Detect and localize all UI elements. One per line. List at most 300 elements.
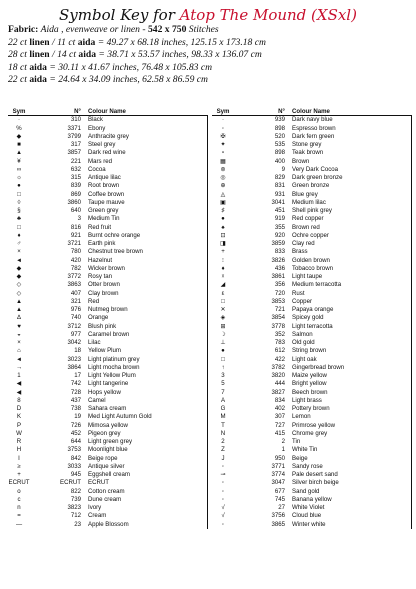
size-dims: = 30.11 x 41.67 inches, 76.48 x 105.83 cm (49, 61, 213, 73)
floss-number-cell: 321 (70, 297, 81, 305)
colour-name-cell: Copper (292, 297, 312, 305)
colour-name-cell: Spicey gold (292, 314, 324, 322)
symbol-cell: ◆ (16, 264, 22, 272)
symbol-cell: = (17, 512, 21, 520)
symbol-cell: ◦ (221, 495, 225, 503)
size-count: 28 ct (8, 49, 27, 61)
table-row (8, 273, 208, 281)
symbol-cell: ⌂ (17, 347, 21, 355)
table-row (8, 356, 208, 364)
floss-number-cell: 721 (274, 306, 285, 313)
table-row (8, 347, 208, 355)
floss-number-cell: 3756 (271, 512, 285, 520)
floss-number-cell: 742 (70, 380, 81, 388)
symbol-cell: ⊞ (220, 322, 226, 330)
symbol-cell: A (220, 396, 226, 404)
table-row (8, 125, 208, 133)
colour-name-cell: Red copper (292, 215, 324, 223)
floss-number-cell: 415 (274, 429, 285, 437)
floss-number-cell: 27 (278, 504, 285, 511)
floss-number-cell: 780 (70, 248, 81, 256)
symbol-cell: √ (221, 504, 225, 511)
symbol-cell: ♦ (17, 231, 21, 239)
colour-name-cell: Green grey (88, 207, 119, 214)
symbol-cell: % (16, 124, 22, 132)
colour-name-cell: Green bronze (292, 182, 330, 190)
table-row (212, 257, 412, 265)
symbol-cell: ◄ (15, 355, 23, 363)
header-number: N° (74, 108, 81, 115)
floss-number-cell: 976 (70, 306, 81, 313)
symbol-cell: H (16, 446, 22, 454)
colour-name-cell: Sahara cream (88, 405, 127, 412)
colour-name-cell: Clay red (292, 240, 315, 247)
floss-number-cell: 739 (70, 495, 81, 503)
symbol-cell: ♠ (221, 223, 225, 231)
floss-number-cell: 977 (70, 330, 81, 338)
colour-name-cell: Antique lilac (88, 174, 121, 181)
symbol-cell: ● (17, 182, 21, 190)
symbol-cell: — (15, 520, 23, 528)
colour-name-cell: Primrose yellow (292, 421, 336, 429)
colour-name-cell: Wicker brown (88, 264, 125, 272)
colour-name-cell: Otter brown (88, 281, 120, 289)
floss-number-cell: 783 (274, 339, 285, 346)
symbol-cell: ∞ (16, 165, 22, 173)
symbol-cell: ◀ (16, 380, 22, 388)
floss-number-cell: 3774 (271, 471, 285, 478)
colour-name-cell: Chestnut tree brown (88, 248, 143, 256)
size-dims: = 38.71 x 53.57 inches, 98.33 x 136.07 cm (98, 49, 262, 61)
floss-number-cell: 1 (281, 446, 285, 454)
table-row (212, 496, 412, 504)
table-row (8, 133, 208, 141)
fabric-types: Aida , evenweave or linen - (40, 24, 146, 35)
table-row (212, 125, 412, 133)
header-number: N° (278, 108, 285, 115)
floss-number-cell: 3861 (271, 273, 285, 280)
colour-name-cell: Winter white (292, 520, 326, 528)
header-sym: Sym (12, 108, 26, 115)
colour-name-cell: Mars red (88, 157, 113, 165)
rows-left (8, 116, 208, 529)
colour-name-cell: Ebony (88, 124, 106, 132)
colour-name-cell: Apple Blossom (88, 520, 129, 528)
table-row (212, 479, 412, 487)
table-row (212, 298, 412, 306)
symbol-cell: T (221, 421, 225, 429)
colour-name-cell: Antique silver (88, 462, 125, 470)
floss-number-cell: 3799 (67, 132, 81, 140)
colour-name-cell: Cream (88, 512, 107, 520)
table-row (212, 116, 412, 124)
symbol-cell: □ (17, 223, 21, 231)
colour-name-cell: White Violet (292, 504, 325, 511)
floss-number-cell: 3865 (271, 520, 285, 528)
floss-number-cell: 834 (274, 396, 285, 404)
table-row (8, 306, 208, 314)
floss-number-cell: 3033 (67, 462, 81, 470)
table-row (212, 331, 412, 339)
colour-name-cell: ECRUT (88, 479, 109, 487)
floss-number-cell: 3854 (271, 314, 285, 322)
symbol-cell: + (17, 471, 21, 478)
symbol-cell: ◦ (221, 462, 225, 470)
table-row (8, 397, 208, 405)
size-line (8, 62, 410, 75)
table-row (8, 521, 208, 529)
table-row (8, 207, 208, 215)
colour-name-cell: Dark navy blue (292, 116, 333, 124)
floss-number-cell: 921 (70, 231, 81, 239)
table-row (8, 323, 208, 331)
table-row (8, 248, 208, 256)
table-row (8, 372, 208, 380)
symbol-cell: M (220, 413, 226, 421)
table-row (212, 372, 412, 380)
colour-name-cell: Sand gold (292, 487, 320, 495)
floss-number-cell: 720 (274, 289, 285, 297)
table-row (8, 364, 208, 372)
table-row (8, 504, 208, 512)
floss-number-cell: 520 (274, 132, 285, 140)
colour-name-cell: Blue grey (292, 190, 318, 198)
floss-number-cell: 3859 (271, 240, 285, 247)
symbol-cell: ▲ (15, 306, 23, 313)
symbol-cell: ⊸ (220, 471, 226, 478)
symbol-cell: ◆ (16, 273, 22, 280)
colour-name-cell: Medium terracotta (292, 281, 342, 289)
colour-name-cell: Black (88, 116, 103, 124)
colour-name-cell: Coffee brown (88, 190, 125, 198)
symbol-cell: ◄ (15, 256, 23, 264)
symbol-cell: √ (221, 512, 225, 520)
table-row (8, 265, 208, 273)
table-row (8, 331, 208, 339)
table-row (8, 389, 208, 397)
size-dims: = 24.64 x 34.09 inches, 62.58 x 86.59 cm (49, 74, 208, 86)
floss-number-cell: 422 (274, 355, 285, 363)
symbol-cell: ≥ (17, 462, 21, 470)
colour-name-cell: White Tin (292, 446, 318, 454)
symbol-cell: c (17, 495, 21, 503)
table-row (212, 199, 412, 207)
size-fabric2: aida (78, 49, 96, 61)
floss-number-cell: 444 (274, 380, 285, 388)
floss-number-cell: 726 (70, 421, 81, 429)
table-row (212, 455, 412, 463)
floss-number-cell: 356 (274, 281, 285, 289)
size-count: 22 ct (8, 36, 27, 48)
header-sym: Sym (216, 108, 230, 115)
table-row (212, 430, 412, 438)
floss-number-cell: 436 (274, 264, 285, 272)
colour-name-cell: Mimosa yellow (88, 421, 128, 429)
colour-name-cell: Stone grey (292, 141, 322, 148)
floss-number-cell: 939 (274, 116, 285, 124)
symbol-cell: ↑ (221, 363, 225, 371)
colour-name-cell: Light taupe (292, 273, 323, 280)
colour-name-cell: Caramel brown (88, 330, 130, 338)
floss-number-cell: 816 (70, 223, 81, 231)
floss-number-cell: 632 (70, 165, 81, 173)
table-row (212, 488, 412, 496)
table-row (8, 141, 208, 149)
colour-name-cell: Pale desert sand (292, 471, 338, 478)
symbol-cell: ✠ (220, 132, 226, 140)
symbol-cell: ◦ (221, 520, 225, 528)
colour-name-cell: Cocoa (88, 165, 106, 173)
floss-number-cell: 3712 (67, 322, 81, 330)
table-row (212, 512, 412, 520)
symbol-cell: 7 (221, 388, 225, 396)
table-row (212, 438, 412, 446)
floss-number-cell: 829 (274, 174, 285, 181)
table-row (8, 257, 208, 265)
symbol-cell: ♂ (16, 240, 22, 247)
floss-number-cell: 842 (70, 454, 81, 462)
floss-number-cell: 3863 (67, 281, 81, 289)
floss-number-cell: 3823 (67, 504, 81, 511)
symbol-cell: ∆ (17, 314, 21, 322)
symbol-cell: § (17, 207, 21, 214)
table-row (212, 413, 412, 421)
colour-name-cell: Tobacco brown (292, 264, 333, 272)
colour-name-cell: Hops yellow (88, 388, 121, 396)
floss-number-cell: 728 (70, 388, 81, 396)
colour-name-cell: Blush pink (88, 322, 117, 330)
floss-number-cell: 898 (274, 124, 285, 132)
size-fabric: linen (29, 49, 50, 61)
floss-number-cell: 3041 (271, 198, 285, 206)
colour-name-cell: Ochre copper (292, 231, 329, 239)
table-row (212, 306, 412, 314)
colour-name-cell: Dark green bronze (292, 174, 343, 181)
symbol-cell: ■ (17, 141, 21, 148)
table-row (212, 389, 412, 397)
floss-number-cell: 307 (274, 413, 285, 421)
colour-name-cell: Moonlight blue (88, 446, 128, 454)
symbol-cell: ⊚ (220, 165, 226, 173)
floss-number-cell: 355 (274, 223, 285, 231)
floss-number-cell: 18 (74, 347, 81, 355)
colour-name-cell: Light green grey (88, 438, 133, 445)
table-row (212, 281, 412, 289)
table-row (212, 323, 412, 331)
table-row (8, 413, 208, 421)
table-row (212, 446, 412, 454)
colour-name-cell: Steel grey (88, 141, 116, 148)
floss-number-cell: 402 (274, 405, 285, 412)
floss-number-cell: 317 (70, 141, 81, 148)
table-row (8, 232, 208, 240)
floss-number-cell: 400 (274, 157, 285, 165)
symbol-cell: ● (221, 347, 225, 355)
floss-number-cell: 3864 (67, 363, 81, 371)
symbol-cell: ¥ (17, 157, 21, 165)
floss-number-cell: 740 (70, 314, 81, 322)
table-row (8, 488, 208, 496)
size-fabric: aida (29, 74, 47, 86)
size-mid: / 14 ct (52, 49, 76, 61)
floss-number-cell: 782 (70, 264, 81, 272)
floss-number-cell: 3721 (67, 240, 81, 247)
floss-number-cell: 3826 (271, 256, 285, 264)
floss-number-cell: 919 (274, 215, 285, 223)
symbol-cell: ⊥ (220, 339, 226, 346)
floss-number-cell: 950 (274, 454, 285, 462)
table-row (212, 463, 412, 471)
table-row (212, 232, 412, 240)
colour-name-cell: Root brown (88, 182, 120, 190)
table-row (8, 422, 208, 430)
table-row (212, 273, 412, 281)
colour-name-cell: Light platinum grey (88, 355, 140, 363)
colour-name-cell: Red fruit (88, 223, 112, 231)
floss-number-cell: 420 (70, 256, 81, 264)
table-row (8, 339, 208, 347)
colour-name-cell: Dark red wine (88, 149, 126, 157)
colour-name-cell: Medium lilac (292, 198, 326, 206)
colour-name-cell: Red (88, 297, 100, 305)
column-header (212, 108, 412, 116)
colour-name-cell: Bright yellow (292, 380, 327, 388)
table-row (212, 314, 412, 322)
colour-name-cell: Light tangerine (88, 380, 129, 388)
floss-number-cell: 315 (70, 174, 81, 181)
symbol-cell: ♣ (17, 215, 21, 223)
colour-name-cell: Light terracotta (292, 322, 333, 330)
colour-name-cell: Light mocha brown (88, 363, 140, 371)
symbol-cell: ◎ (220, 174, 226, 181)
table-row (8, 471, 208, 479)
floss-number-cell: 727 (274, 421, 285, 429)
size-line (8, 37, 410, 50)
floss-number-cell: ECRUT (60, 479, 81, 487)
colour-name-cell: Papaya orange (292, 306, 334, 313)
table-row (212, 339, 412, 347)
title-prefix: Symbol Key for (59, 6, 175, 24)
symbol-cell: ▲ (15, 149, 23, 157)
symbol-cell: ◀ (16, 388, 22, 396)
table-row (212, 215, 412, 223)
table-row (212, 191, 412, 199)
colour-name-cell: Beige (292, 454, 308, 462)
colour-name-cell: Brown (292, 157, 310, 165)
colour-name-cell: Pigeon grey (88, 429, 121, 437)
floss-number-cell: 712 (70, 512, 81, 520)
colour-name-cell: Shell pink grey (292, 207, 332, 214)
colour-name-cell: Orange (88, 314, 109, 322)
colour-name-cell: Salmon (292, 330, 313, 338)
table-row (212, 504, 412, 512)
symbol-cell: G (220, 405, 226, 412)
table-row (212, 265, 412, 273)
size-fabric: aida (29, 61, 47, 73)
symbol-cell: ◒ (17, 330, 21, 338)
table-row (8, 166, 208, 174)
colour-name-cell: Maize yellow (292, 372, 327, 379)
table-row (8, 380, 208, 388)
table-row (212, 224, 412, 232)
size-mid: / 11 ct (52, 36, 76, 48)
colour-name-cell: Sandy rose (292, 462, 323, 470)
size-count: 18 ct (8, 61, 27, 73)
table-row (8, 438, 208, 446)
colour-name-cell: Cloud blue (292, 512, 322, 520)
colour-name-cell: Light Yellow Plum (88, 372, 136, 379)
colour-name-cell: Pottery brown (292, 405, 330, 412)
symbol-cell: ECRUT (8, 479, 30, 487)
floss-number-cell: 3782 (271, 363, 285, 371)
table-row (8, 512, 208, 520)
floss-number-cell: 17 (74, 372, 81, 379)
floss-number-cell: 869 (70, 190, 81, 198)
colour-name-cell: Chrome grey (292, 429, 328, 437)
symbol-cell: ◬ (220, 190, 226, 198)
header-colour-name: Colour Name (88, 108, 126, 115)
colour-name-cell: Very Dark Cocoa (292, 165, 339, 173)
fabric-info (8, 24, 410, 87)
table-row (8, 158, 208, 166)
table-row (212, 182, 412, 190)
colour-name-cell: Beige rope (88, 454, 118, 462)
symbol-cell: · (221, 116, 225, 124)
colour-name-cell: Teak brown (292, 149, 324, 157)
table-row (212, 248, 412, 256)
colour-name-cell: Lemon (292, 413, 311, 421)
table-row (8, 191, 208, 199)
floss-number-cell: 352 (274, 330, 285, 338)
symbol-cell: ◇ (16, 289, 22, 297)
floss-number-cell: 822 (70, 487, 81, 495)
size-count: 22 ct (8, 74, 27, 86)
symbol-cell: ♦ (221, 264, 225, 272)
symbol-cell: ◊ (17, 198, 21, 206)
colour-name-cell: Golden brown (292, 256, 330, 264)
colour-name-cell: Gingerbread brown (292, 363, 345, 371)
colour-name-cell: Old gold (292, 339, 315, 346)
symbol-cell: ▲ (15, 297, 23, 305)
floss-number-cell: 831 (274, 182, 285, 190)
colour-name-cell: Beech brown (292, 388, 328, 396)
symbol-cell: ◇ (16, 281, 22, 289)
stitch-count: 542 x 750 (147, 24, 187, 35)
colour-name-cell: Medium Tin (88, 215, 120, 223)
floss-number-cell: 3371 (67, 124, 81, 132)
symbol-cell: ▦ (220, 157, 226, 165)
colour-name-cell: Brass (292, 248, 308, 256)
colour-name-cell: Light oak (292, 355, 317, 363)
floss-number-cell: 677 (274, 487, 285, 495)
floss-number-cell: 19 (74, 413, 81, 421)
symbol-cell: ⊡ (220, 231, 226, 239)
symbol-cell: n (17, 504, 21, 511)
floss-number-cell: 437 (70, 396, 81, 404)
colour-name-cell: Taupe mauve (88, 198, 125, 206)
symbol-cell: ✕ (220, 306, 226, 313)
table-row (8, 199, 208, 207)
floss-number-cell: 738 (70, 405, 81, 412)
floss-number-cell: 644 (70, 438, 81, 445)
floss-number-cell: 640 (70, 207, 81, 214)
symbol-cell: P (16, 421, 22, 429)
symbol-cell: □ (17, 190, 21, 198)
table-row (8, 182, 208, 190)
table-row (8, 174, 208, 182)
colour-name-cell: Nutmeg brown (88, 306, 128, 313)
colour-name-cell: Banana yellow (292, 495, 332, 503)
